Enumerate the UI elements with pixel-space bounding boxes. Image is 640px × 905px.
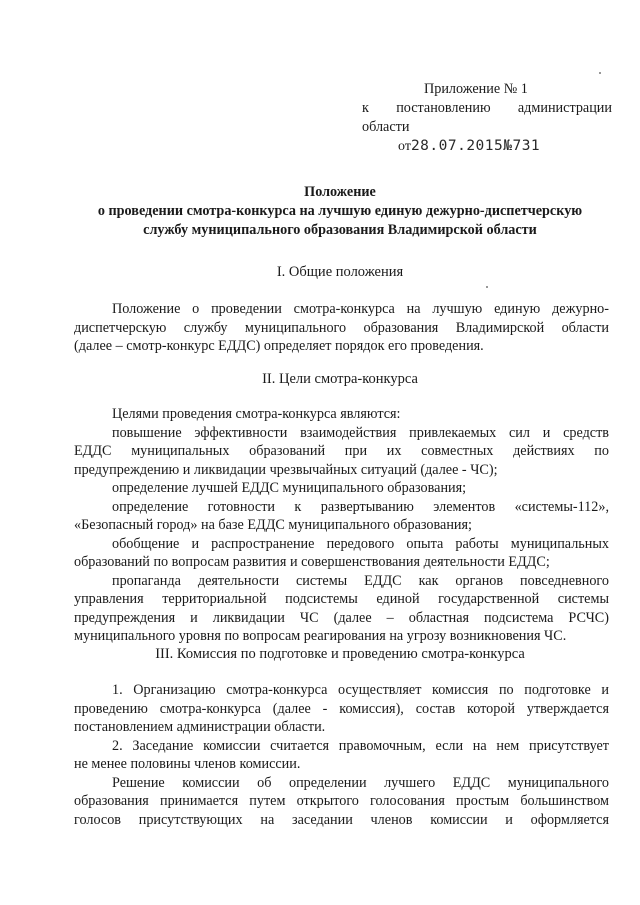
section-3-heading: III. Комиссия по подготовке и проведению смотра-конкурса	[155, 646, 525, 662]
paragraph-line: ЕДДС муниципальных образований при их совместных действиях по	[74, 443, 609, 459]
paragraph-line: предупреждения и ликвидации ЧС (далее – областная подсистема РСЧС)	[74, 609, 609, 626]
paragraph-line: диспетчерскую службу муниципального образования Владимирской области	[74, 319, 609, 336]
appendix-date	[362, 137, 612, 156]
appendix-word: постановлению	[396, 100, 491, 116]
section-3-body	[74, 681, 609, 829]
paragraph-line: определение лучшей ЕДДС муниципального образования;	[112, 480, 467, 496]
appendix-word: администрации	[517, 100, 612, 116]
appendix-number: Приложение № 1	[424, 81, 528, 97]
paragraph-line: образований по вопросам развития и совершенствования деятельности ЕДДС;	[74, 554, 550, 570]
paragraph-line: «Безопасный город» на базе ЕДДС муниципального образования;	[74, 517, 472, 533]
section-2-body	[74, 405, 609, 646]
paragraph-line: 1. Организацию смотра-конкурса осуществляет комиссия по подготовке и	[112, 682, 609, 698]
paragraph-line: повышение эффективности взаимодействия привлекаемых сил и средств	[112, 424, 609, 441]
paragraph-line: Положение о проведении смотра-конкурса на лучшую единую дежурно-	[112, 301, 609, 317]
scan-speck	[486, 286, 488, 288]
section-2-heading: II. Цели смотра-конкурса	[262, 371, 418, 387]
appendix-date-stamp: 28.07.2015№731	[410, 138, 541, 154]
appendix-reference	[362, 99, 612, 118]
appendix-word: к	[362, 100, 369, 116]
appendix-region: области	[362, 119, 410, 135]
paragraph-line: 2. Заседание комиссии считается правомочным, если на нем присутствует	[112, 737, 609, 754]
paragraph-line: пропаганда деятельности системы ЕДДС как органов повседневного	[112, 572, 609, 589]
paragraph-line: постановлением администрации области.	[74, 719, 326, 735]
paragraph-line: образования принимается путем открытого голосования простым большинством	[74, 793, 609, 809]
appendix-block	[362, 80, 612, 156]
section-1-heading: I. Общие положения	[276, 264, 404, 280]
paragraph-line: проведению смотра-конкурса (далее - комиссия), состав которой утверждается	[74, 700, 609, 717]
paragraph-line: Целями проведения смотра-конкурса являются:	[112, 406, 401, 422]
paragraph-line: управления территориальной подсистемы единой государственной системы	[74, 591, 609, 607]
paragraph-line: обобщение и распространение передового опыта работы муниципальных	[112, 535, 609, 552]
title-line: Положение	[304, 184, 376, 200]
title-line: службу муниципального образования Владимирской области	[143, 222, 537, 238]
paragraph-line: определение готовности к развертыванию элементов «системы-112»,	[112, 498, 609, 515]
paragraph-line: Решение комиссии об определении лучшего ЕДДС муниципального	[112, 774, 609, 791]
paragraph-line: (далее – смотр-конкурс ЕДДС) определяет порядок его проведения.	[74, 338, 484, 354]
scan-speck	[599, 72, 601, 74]
document-title	[60, 183, 620, 240]
paragraph-line: не менее половины членов комиссии.	[74, 756, 301, 772]
paragraph-line: муниципального уровня по вопросам реагирования на угрозу возникновения ЧС.	[74, 628, 567, 644]
appendix-date-prefix: от	[398, 139, 411, 154]
paragraph-line: предупреждению и ликвидации чрезвычайных ситуаций (далее - ЧС);	[74, 461, 498, 478]
section-1-body	[74, 300, 609, 356]
paragraph-line: голосов присутствующих на заседании членов комиссии и оформляется	[74, 811, 609, 828]
title-line: о проведении смотра-конкурса на лучшую единую дежурно-диспетчерскую	[97, 203, 583, 219]
